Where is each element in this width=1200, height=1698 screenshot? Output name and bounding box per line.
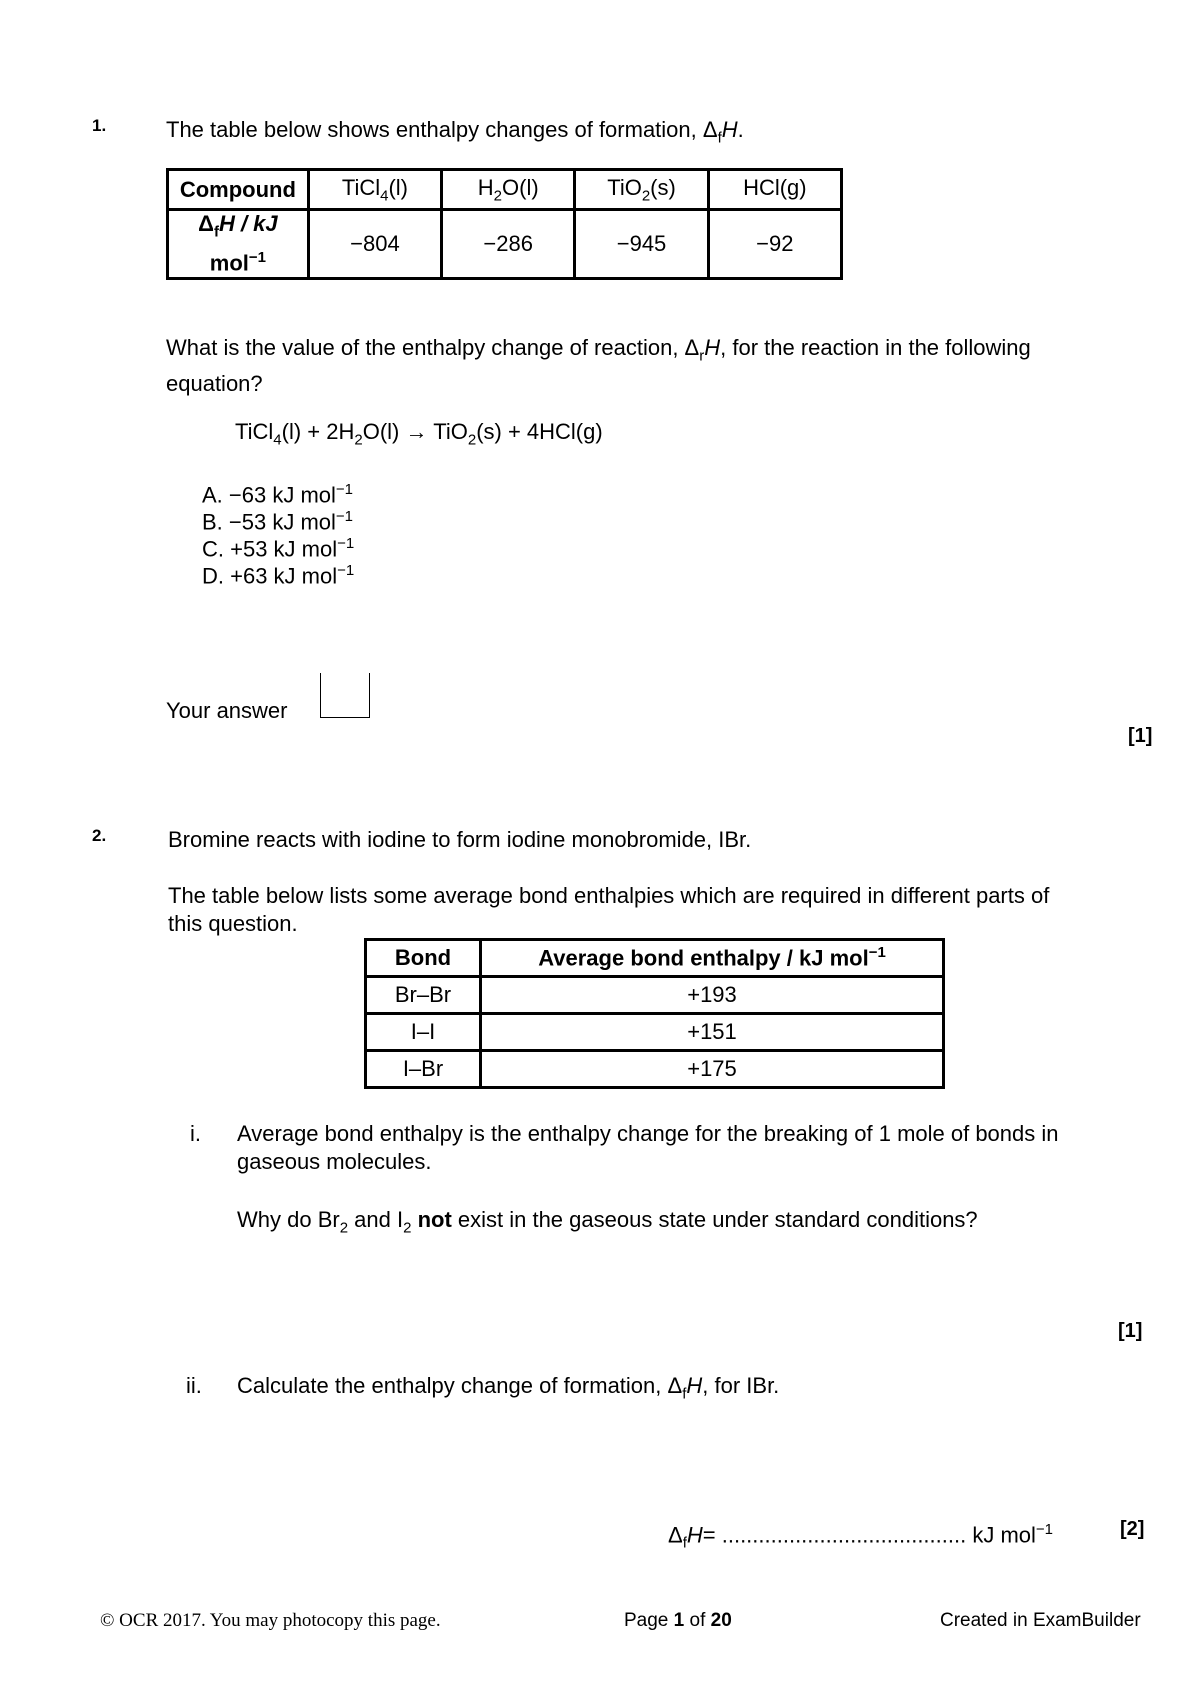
part-label: ii. [186, 1373, 202, 1398]
copyright-notice: © OCR 2017. You may photocopy this page. [100, 1610, 441, 1631]
part-label: i. [190, 1121, 201, 1146]
table-cell-value: −804 [308, 210, 441, 279]
answer-box[interactable] [320, 673, 370, 718]
bond-enthalpy-table [364, 938, 945, 1089]
table-intro: The table below lists some average bond enthalpies which are required in different parts of this question. [168, 883, 1050, 936]
table-cell-value: −286 [442, 210, 575, 279]
question-number: 2. [92, 826, 107, 845]
table-cell-bond: I–Br [366, 1051, 481, 1088]
created-in-label: Created in ExamBuilder [940, 1610, 1141, 1631]
part-ii-text: Calculate the enthalpy change of formation, $\Delta_fH$, for IBr. [237, 1373, 780, 1403]
answer-line[interactable]: $\Delta_fH=$ ........................................ kJ mol$^{-1}$ [668, 1521, 1054, 1552]
question-text: What is the value of the enthalpy change of reaction, $\Delta_rH$, for the reaction in the following equation? [166, 335, 1031, 397]
your-answer-label: Your answer [166, 698, 288, 723]
table-cell-bond: I–I [366, 1014, 481, 1051]
page-number: Page 1 of 20 [624, 1610, 732, 1631]
table-cell-value: +151 [481, 1014, 944, 1051]
table-cell-compound: HCl(g) [708, 170, 841, 210]
table-header-enthalpy: Average bond enthalpy / kJ mol$^{-1}$ [481, 940, 944, 977]
option-a: A. −63 kJ mol$^{-1}$ [202, 481, 354, 508]
part-i-question: Why do $Br_2$ and $I_2$ not exist in the gaseous state under standard conditions? [237, 1207, 978, 1237]
table-cell-value: +175 [481, 1051, 944, 1088]
table-cell-compound: TiO$_2$(s) [575, 170, 708, 210]
table-cell-value: +193 [481, 977, 944, 1014]
table-cell-value: −945 [575, 210, 708, 279]
table-cell-value: −92 [708, 210, 841, 279]
enthalpy-formation-table [166, 168, 843, 280]
marks-label: [1] [1118, 1320, 1143, 1342]
table-header-compound: Compound [168, 170, 309, 210]
marks-label: [1] [1128, 725, 1153, 747]
part-i-text: Average bond enthalpy is the enthalpy change for the breaking of 1 mole of bonds in gaseous molecules. [237, 1121, 1059, 1174]
table-header-bond: Bond [366, 940, 481, 977]
marks-label: [2] [1120, 1518, 1145, 1540]
table-cell-bond: Br–Br [366, 977, 481, 1014]
table-cell-compound: TiCl$_4$(l) [308, 170, 441, 210]
question-number: 1. [92, 116, 107, 135]
table-row-label: $\Delta_fH$ / kJ mol$^{-1}$ [168, 210, 309, 279]
question-intro: Bromine reacts with iodine to form iodine monobromide, IBr. [168, 827, 752, 852]
question-intro: The table below shows enthalpy changes of formation, $\Delta_fH$. [166, 117, 744, 147]
table-cell-compound: $H_2O(l)$ [442, 170, 575, 210]
option-b: B. −53 kJ mol$^{-1}$ [202, 508, 354, 535]
reaction-equation: TiCl$_4$(l) + $2H_2O(l) \to TiO_2(s) + 4HCl(g)$ [235, 419, 603, 449]
option-c: C. +53 kJ mol$^{-1}$ [202, 535, 355, 562]
option-d: D. +63 kJ mol$^{-1}$ [202, 562, 355, 589]
